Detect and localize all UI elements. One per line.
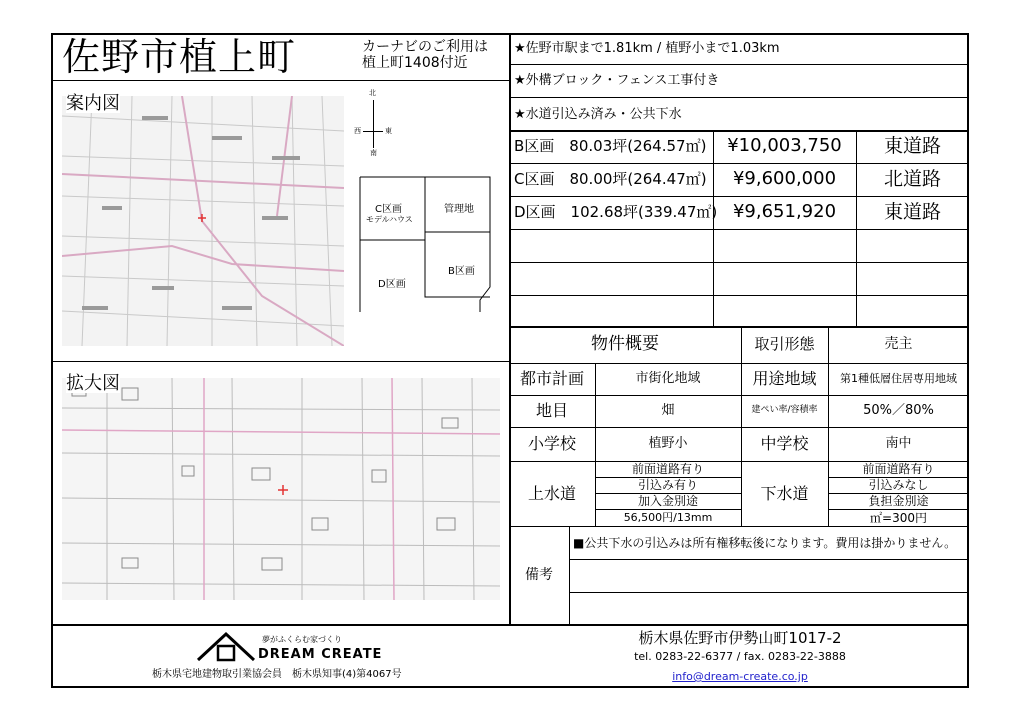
water-sub-3 [595,509,741,510]
zoom-map-label: 拡大図 [66,373,120,394]
compass-ew-line [363,131,383,132]
lots-row-4 [509,262,969,263]
feature-divider-2 [509,97,969,98]
notes-col [569,526,570,624]
lots-row-2 [509,196,969,197]
footer-license: 栃木県宅地建物取引業協会員 栃木県知事(4)第4067号 [152,669,402,680]
elem-school-value: 植野小 [648,436,688,451]
lots-row-3 [509,229,969,230]
compass-south: 南 [370,149,377,157]
notes-row-1 [569,559,969,560]
junior-school-label: 中学校 [760,434,809,453]
overview-row-1 [509,363,969,364]
feature-line-1: ★佐野市駅まで1.81km / 植野小まで1.03km [514,41,780,56]
feature-divider-3 [509,130,969,132]
water-value-4: 56,500円/13mm [623,511,713,524]
overview-top [509,326,969,328]
water-label: 上水道 [527,484,576,503]
sewer-value-2: 引込みなし [868,478,929,492]
lot-d-road: 東道路 [883,201,941,223]
lot-b-area: B区画 80.03坪(264.57㎡) [514,137,707,155]
guide-map-label: 案内図 [66,93,120,114]
lots-col-2 [856,130,857,326]
plot-kanri-label: 管理地 [444,204,474,215]
lot-d-price: ¥9,651,920 [732,201,837,222]
lot-c-price: ¥9,600,000 [732,168,837,189]
lot-b-road: 東道路 [883,135,941,157]
water-value-1: 前面道路有り [631,462,704,476]
notes-value: ■公共下水の引込みは所有権移転後になります。費用は掛かりません。 [573,536,957,550]
sewer-value-1: 前面道路有り [862,462,935,476]
city-plan-value: 市街化地域 [635,371,701,386]
plot-b-label: B区画 [448,266,475,277]
plot-c-label: C区画 [375,204,402,215]
junior-school-value: 南中 [885,436,912,451]
lot-c-area: C区画 80.00坪(264.47㎡) [514,170,707,188]
overview-row-2 [509,395,969,396]
zoom-map [62,378,500,600]
main-divider [509,33,511,624]
navi-note-line1: カーナビのご利用は [362,39,488,55]
lot-c-road: 北道路 [883,168,941,190]
compass-east: 東 [385,127,392,135]
sewer-sub-3 [828,509,969,510]
sewer-label: 下水道 [760,484,809,503]
plot-d-label: D区画 [378,279,406,290]
sewer-value-4: ㎡=300円 [870,511,927,525]
land-label: 地目 [535,401,568,420]
use-label: 用途地域 [752,369,817,388]
lots-row-5 [509,295,969,296]
trade-value: 売主 [884,336,913,352]
feature-line-3: ★水道引込み済み・公共下水 [514,107,682,122]
notes-label: 備考 [525,567,553,583]
footer-divider [51,624,969,626]
elem-school-label: 小学校 [527,434,576,453]
footer-tel: tel. 0283-22-6377 / fax. 0283-22-3888 [634,650,846,663]
water-value-2: 引込み有り [637,478,698,492]
header-divider [51,80,510,81]
overview-heading: 物件概要 [591,334,659,354]
sewer-value-3: 負担金別途 [868,494,929,508]
lots-col-1 [713,130,714,326]
feature-divider-1 [509,64,969,65]
compass-ns-line [373,100,374,148]
city-plan-label: 都市計画 [519,369,584,388]
guide-map [62,93,344,346]
house-logo-icon [196,630,256,664]
compass-north: 北 [369,89,376,97]
lot-plan [355,172,500,317]
notes-row-2 [569,592,969,593]
ratio-label: 建ぺい率/容積率 [751,405,818,415]
navi-note-line2: 植上町1408付近 [362,55,468,71]
compass-west: 西 [354,127,361,135]
ratio-value: 50%／80% [863,403,934,418]
feature-line-2: ★外構ブロック・フェンス工事付き [514,73,720,88]
footer-email-link[interactable]: info@dream-create.co.jp [672,670,808,683]
overview-row-3 [509,427,969,428]
footer-address: 栃木県佐野市伊勢山町1017-2 [638,629,842,647]
use-value: 第1種低層住居専用地域 [840,372,957,385]
page-title: 佐野市植上町 [62,35,297,79]
plot-c-sub: モデルハウス [366,215,413,224]
water-value-3: 加入金別途 [637,494,698,508]
footer-tagline: 夢がふくらむ家づくり [262,635,342,644]
footer-brand: DREAM CREATE [258,647,383,662]
lots-row-1 [509,163,969,164]
lot-d-area: D区画 102.68坪(339.47㎡) [514,203,718,221]
map-section-divider [51,361,510,362]
overview-row-5 [509,526,969,527]
trade-label: 取引形態 [754,335,815,353]
lot-b-price: ¥10,003,750 [727,135,842,156]
land-value: 畑 [661,403,675,418]
